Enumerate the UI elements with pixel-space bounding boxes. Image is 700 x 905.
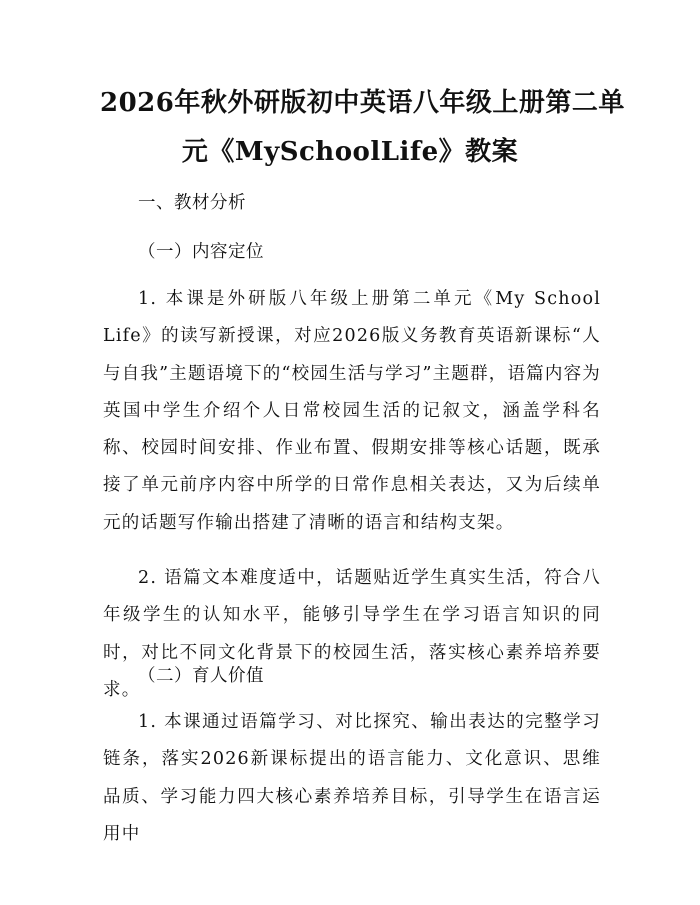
section-heading-textbook-analysis: 一、教材分析 — [138, 193, 246, 213]
document-title-line-2: 元《MySchoolLife》教案 — [181, 137, 519, 167]
subsection-heading-content-positioning: （一）内容定位 — [138, 242, 264, 262]
paragraph-content-positioning-2: 2. 语篇文本难度适中，话题贴近学生真实生活，符合八年级学生的认知水平，能够引导学生在学习语言知识的同时，对比不同文化背景下的校园生活，落实核心素养培养要求。 — [103, 568, 601, 700]
subsection-heading-educational-value: （二）育人价值 — [138, 666, 264, 686]
document-title-line-1: 2026年秋外研版初中英语八年级上册第二单 — [100, 88, 625, 118]
paragraph-educational-value-1: 1. 本课通过语篇学习、对比探究、输出表达的完整学习链条，落实2026新课标提出的语言能力、文化意识、思维品质、学习能力四大核心素养培养目标，引导学生在语言运用中 — [103, 712, 601, 844]
paragraph-content-positioning-1: 1. 本课是外研版八年级上册第二单元《My School Life》的读写新授课，对应2026版义务教育英语新课标“人与自我”主题语境下的“校园生活与学习”主题群，语篇内容为英国中学生介绍个人日常校园生活的记叙文，涵盖学科名称、校园时间安排、作业布置、假期安排等核心话题，既承接了单元前序内容中所学的日常作息相关表达，又为后续单元的话题写作输出搭建了清晰的语言和结构支架。 — [103, 289, 601, 533]
